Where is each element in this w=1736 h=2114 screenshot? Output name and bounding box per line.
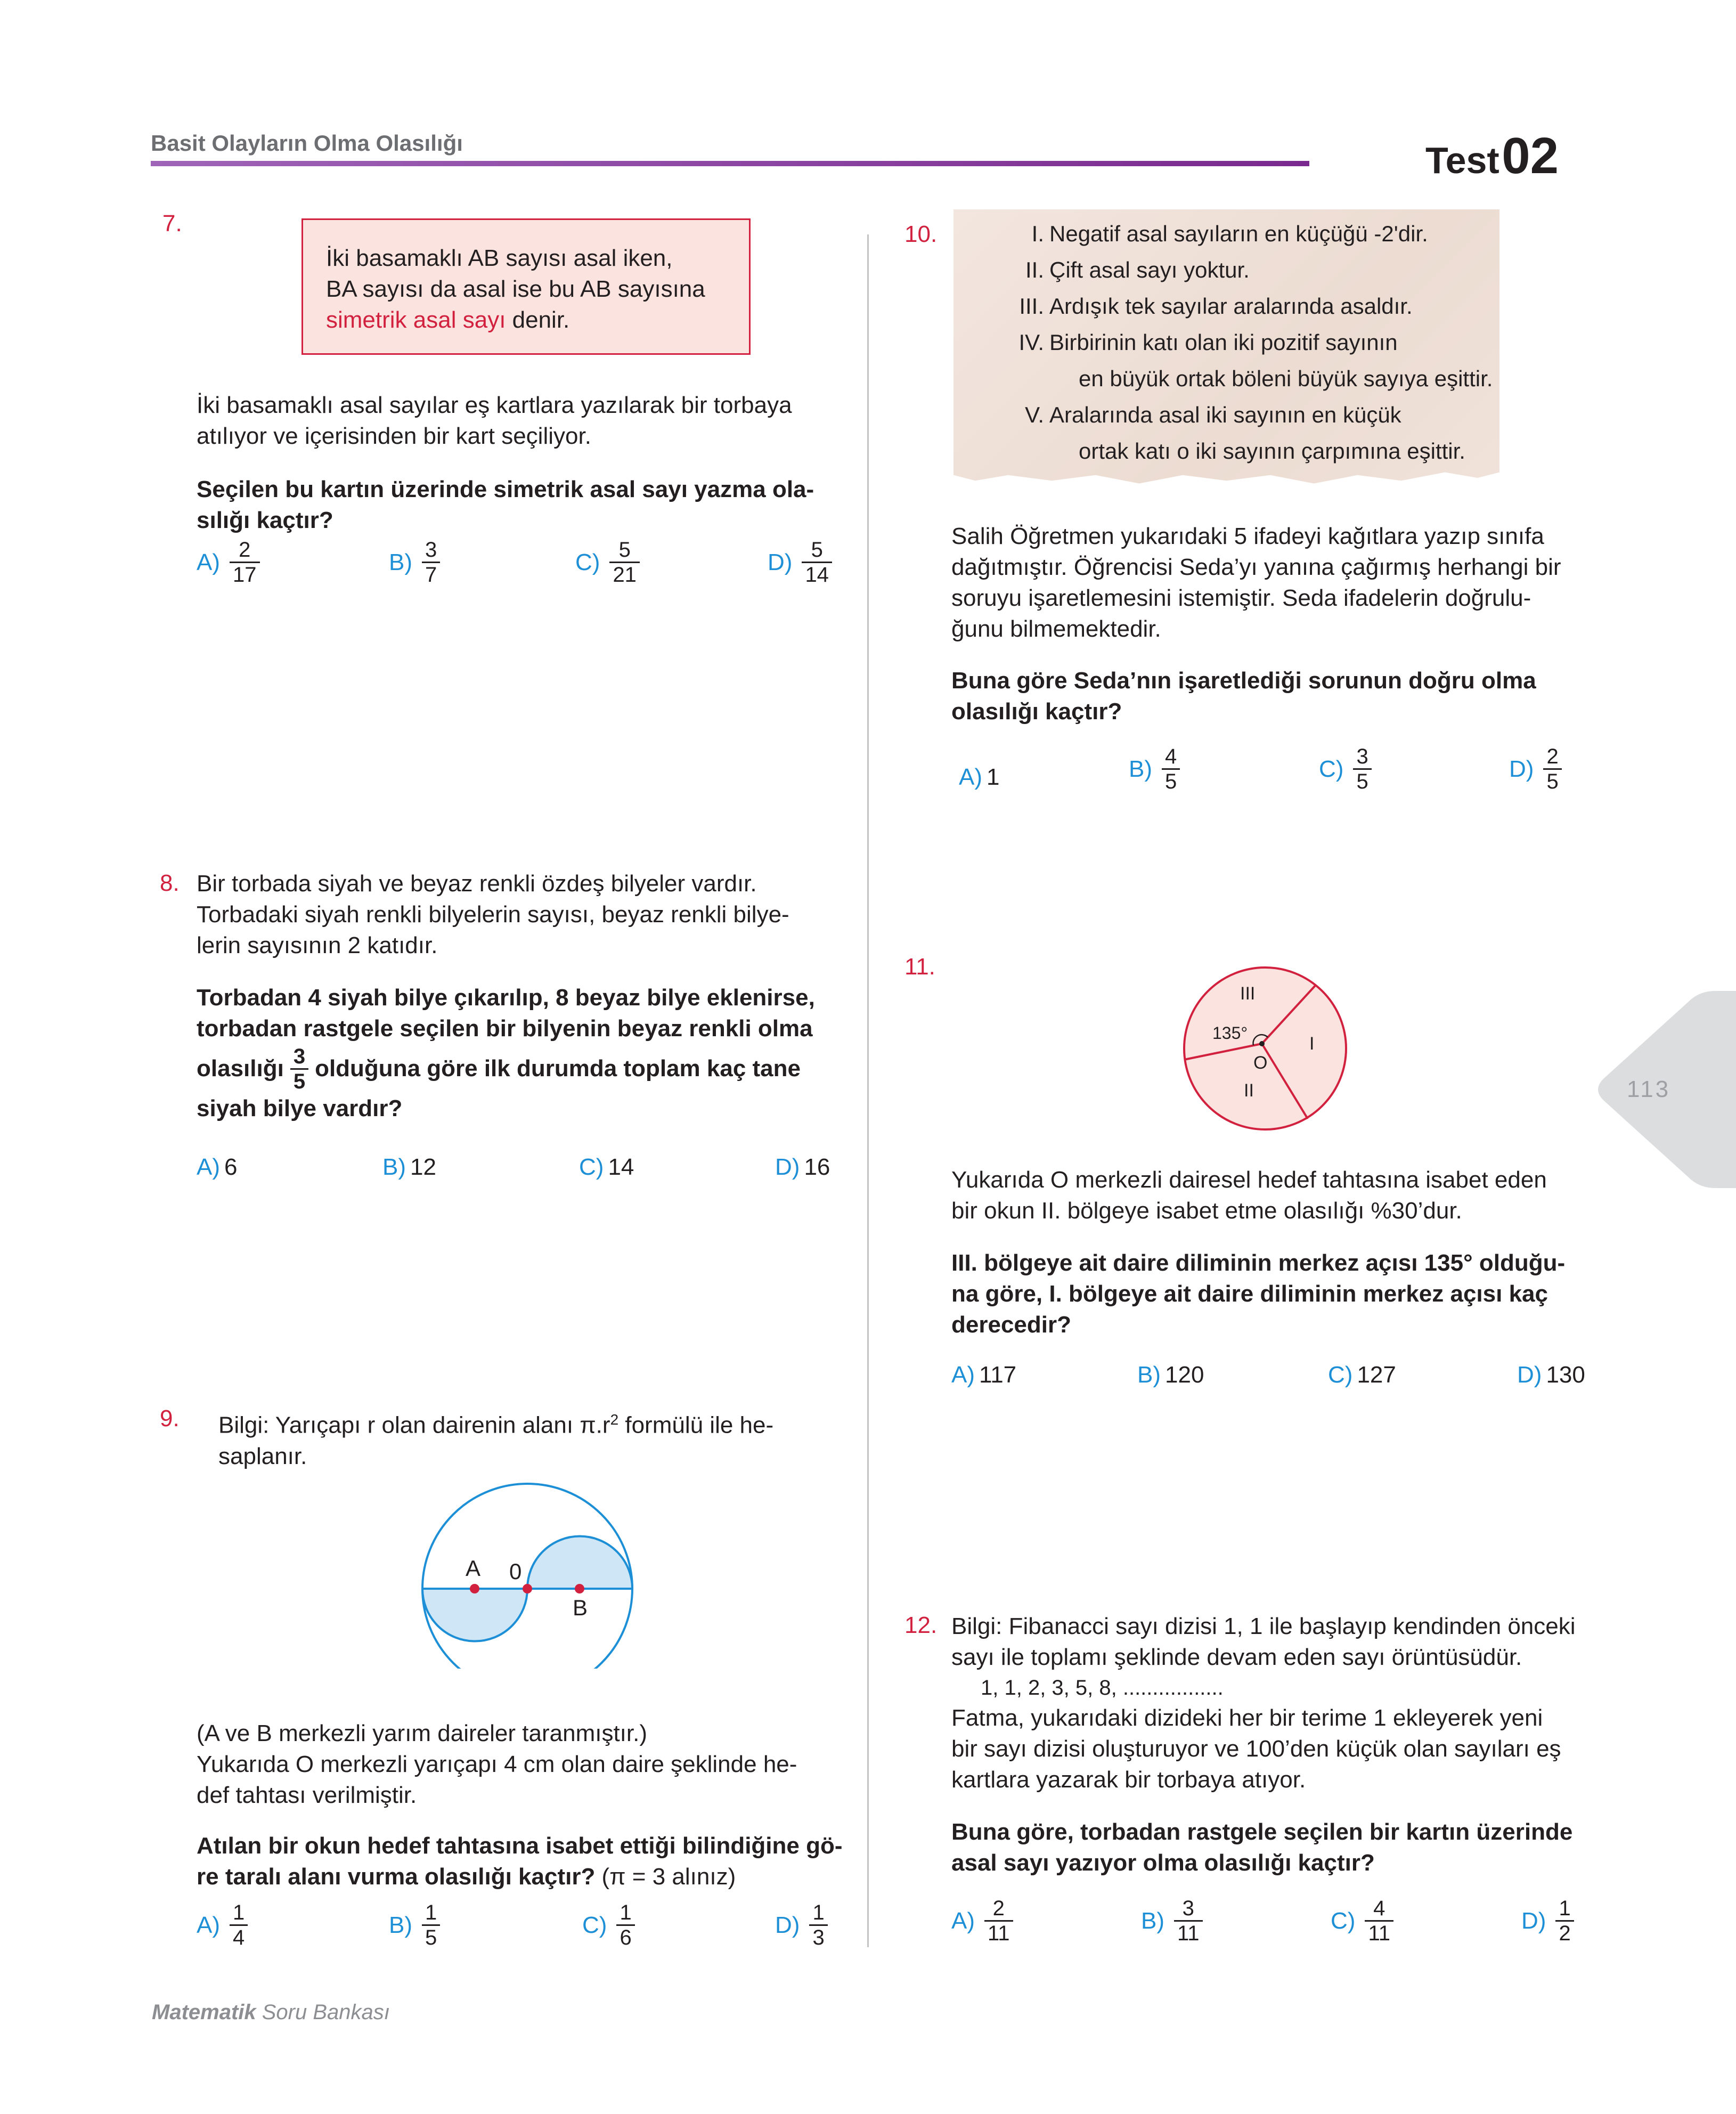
statement-roman: II.	[1025, 257, 1044, 282]
numerator: 4	[1165, 745, 1177, 768]
test-label: Test	[1425, 140, 1499, 181]
q10-question-line2: olasılığı kaçtır?	[951, 698, 1122, 725]
label-o: 0	[509, 1559, 522, 1584]
denominator: 2	[1555, 1920, 1574, 1945]
q7-option-d[interactable]	[768, 538, 832, 587]
shaded-half-disc-b	[527, 1536, 632, 1589]
fraction	[1174, 1897, 1203, 1945]
q11-number: 11.	[904, 954, 935, 980]
q7-option-b[interactable]	[389, 538, 440, 587]
q8-fraction	[290, 1045, 308, 1093]
option-label: D)	[768, 549, 793, 575]
statement-text: Negatif asal sayıların en küçüğü -2'dir.	[1049, 221, 1428, 246]
column-divider	[867, 234, 869, 1947]
q9-question-note: (π = 3 alınız)	[595, 1864, 736, 1890]
q10-statement	[1001, 288, 1493, 324]
q12-question-line2: asal sayı yazıyor olma olasılığı kaçtır?	[951, 1850, 1375, 1876]
angle-label: 135°	[1212, 1023, 1248, 1043]
q12-body2-line3: kartlara yazarak bir torbaya atıyor.	[951, 1767, 1306, 1793]
numerator: 1	[1559, 1897, 1571, 1920]
option-label: A)	[197, 1912, 220, 1938]
option-label: A)	[951, 1907, 975, 1934]
numerator: 1	[620, 1901, 632, 1924]
numerator: 1	[233, 1901, 245, 1924]
page-number: 113	[1627, 1076, 1671, 1102]
option-label: B)	[1141, 1907, 1164, 1934]
q10-body-line4: ğunu bilmemektedir.	[951, 616, 1161, 642]
fraction	[809, 1901, 827, 1949]
q9-body-line3: def tahtası verilmiştir.	[197, 1782, 417, 1808]
option-value: 1	[987, 764, 1000, 790]
denominator: 11	[1174, 1920, 1203, 1945]
q7-info-line1: İki basamaklı AB sayısı asal iken,	[326, 245, 673, 271]
q10-statement	[1001, 324, 1493, 361]
q11-option-a[interactable]	[951, 1362, 1016, 1388]
q7-info-highlight: simetrik asal sayı	[326, 307, 506, 333]
q9-info-line2: saplanır.	[218, 1443, 307, 1469]
q12-option-a[interactable]	[951, 1897, 1013, 1945]
q8-question-l3a: olasılığı	[197, 1055, 284, 1082]
q8-question-line1: Torbadan 4 siyah bilye çıkarılıp, 8 beyaz bilye eklenirse,	[197, 985, 815, 1011]
q7-info-tail: denir.	[506, 307, 570, 333]
numerator: 3	[1182, 1897, 1194, 1920]
q7-body	[197, 390, 792, 452]
label-a: A	[466, 1556, 481, 1581]
option-label: A)	[951, 1362, 975, 1388]
q11-question-line1: III. bölgeye ait daire diliminin merkez açısı 135° olduğu-	[951, 1250, 1566, 1276]
q9-body	[197, 1718, 797, 1811]
q7-question-line2: sılığı kaçtır?	[197, 507, 333, 533]
test-title	[1425, 127, 1559, 185]
q9-target-figure	[415, 1477, 639, 1669]
fraction	[984, 1897, 1013, 1945]
option-value: 127	[1357, 1362, 1396, 1388]
q8-question-l3b: olduğuna göre ilk durumda toplam kaç tane	[315, 1055, 801, 1082]
q12-option-c[interactable]	[1331, 1897, 1393, 1945]
numerator: 4	[1373, 1897, 1385, 1920]
fraction	[422, 1901, 440, 1949]
numerator: 3	[425, 538, 437, 562]
q10-number: 10.	[904, 221, 938, 247]
denominator: 17	[230, 562, 260, 587]
option-label: C)	[1331, 1907, 1356, 1934]
q10-option-d[interactable]	[1509, 745, 1562, 793]
q8-body-line3: lerin sayısının 2 katıdır.	[197, 932, 438, 958]
q9-body-line2: Yukarıda O merkezli yarıçapı 4 cm olan daire şeklinde he-	[197, 1751, 797, 1777]
denominator: 14	[802, 562, 832, 587]
q8-question-line3	[197, 1044, 815, 1093]
numerator: 3	[293, 1044, 306, 1068]
q11-option-b[interactable]	[1137, 1362, 1204, 1388]
point-o	[523, 1584, 532, 1593]
statement-text: en büyük ortak böleni büyük sayıya eşittir.	[1079, 366, 1493, 391]
q12-number: 12.	[904, 1612, 938, 1638]
statement-text: Çift asal sayı yoktur.	[1049, 257, 1250, 282]
q7-question-line1: Seçilen bu kartın üzerinde simetrik asal sayı yazma ola-	[197, 476, 814, 502]
denominator: 5	[1543, 768, 1561, 793]
q9-info-sup: 2	[610, 1411, 619, 1428]
fraction	[230, 1901, 248, 1949]
q11-target-figure	[1177, 963, 1353, 1134]
fraction	[1353, 745, 1371, 793]
q9-info-l1b: formülü ile he-	[618, 1412, 774, 1438]
denominator: 5	[1162, 768, 1180, 793]
q7-body-line2: atılıyor ve içerisinden bir kart seçiliyor.	[197, 423, 591, 449]
q10-option-a[interactable]	[959, 764, 999, 791]
q8-body-line1: Bir torbada siyah ve beyaz renkli özdeş bilyeler vardır.	[197, 871, 757, 897]
q8-option-a[interactable]	[197, 1154, 237, 1181]
option-label: C)	[575, 549, 600, 575]
q12-body-line2: sayı ile toplamı şeklinde devam eden sayı örüntüsüdür.	[951, 1644, 1522, 1670]
q10-statement	[1001, 361, 1493, 397]
q7-option-a[interactable]	[197, 538, 260, 587]
statement-roman: V.	[1025, 402, 1044, 427]
option-label: D)	[775, 1912, 800, 1938]
q10-option-c[interactable]	[1319, 745, 1372, 793]
q10-body-line2: dağıtmıştır. Öğrencisi Seda’yı yanına çağırmış herhangi bir	[951, 554, 1561, 580]
option-label: B)	[1129, 755, 1152, 782]
option-value: 14	[608, 1154, 634, 1180]
denominator: 11	[1365, 1920, 1393, 1945]
denominator: 5	[290, 1068, 308, 1093]
fraction	[609, 538, 640, 587]
numerator: 1	[425, 1901, 437, 1924]
denominator: 3	[809, 1924, 827, 1949]
option-value: 6	[224, 1154, 238, 1180]
numerator: 5	[811, 538, 823, 562]
region-i-label: I	[1309, 1034, 1315, 1054]
q12-option-b[interactable]	[1141, 1897, 1203, 1945]
point-b	[575, 1584, 584, 1593]
q7-body-line1: İki basamaklı asal sayılar eş kartlara yazılarak bir torbaya	[197, 392, 792, 418]
q12-body2-line1: Fatma, yukarıdaki dizideki her bir terime 1 ekleyerek yeni	[951, 1705, 1543, 1731]
denominator: 11	[984, 1920, 1013, 1945]
region-iii-label: III	[1240, 983, 1256, 1004]
fraction	[1162, 745, 1180, 793]
q10-paper-lines	[1001, 216, 1493, 469]
fraction	[616, 1901, 634, 1949]
q10-statement	[1001, 433, 1493, 469]
footer-brand-name: Matematik	[152, 2001, 256, 2024]
q8-body-line2: Torbadaki siyah renkli bilyelerin sayısı, beyaz renkli bilye-	[197, 901, 789, 928]
numerator: 2	[992, 1897, 1005, 1920]
q8-question-line2: torbadan rastgele seçilen bir bilyenin beyaz renkli olma	[197, 1015, 813, 1042]
q12-body-line1: Bilgi: Fibanacci sayı dizisi 1, 1 ile başlayıp kendinden önceki	[951, 1613, 1576, 1639]
option-label: B)	[1137, 1362, 1161, 1388]
center-point	[1259, 1041, 1265, 1046]
numerator: 3	[1356, 745, 1368, 768]
option-label: B)	[389, 549, 412, 575]
footer-brand	[152, 2001, 390, 2024]
option-label: B)	[389, 1912, 412, 1938]
footer-brand-subtitle: Soru Bankası	[262, 2001, 390, 2024]
q12-option-d[interactable]	[1521, 1897, 1574, 1945]
test-number: 02	[1502, 127, 1559, 184]
q9-info	[218, 1404, 773, 1472]
option-value: 120	[1165, 1362, 1204, 1388]
q8-option-c[interactable]	[579, 1154, 634, 1181]
q8-option-d[interactable]	[775, 1154, 830, 1181]
statement-text: Ardışık tek sayılar aralarında asaldır.	[1049, 294, 1413, 319]
q9-info-line1	[218, 1404, 773, 1441]
q8-question-line4: siyah bilye vardır?	[197, 1095, 403, 1121]
q8-number: 8.	[160, 870, 180, 896]
q7-info-line2: BA sayısı da asal ise bu AB sayısına	[326, 276, 705, 302]
numerator: 1	[812, 1901, 825, 1924]
shaded-half-disc-a	[422, 1589, 527, 1641]
q9-question-l2: re taralı alanı vurma olasılığı kaçtır?	[197, 1864, 596, 1890]
q10-statement	[1001, 252, 1493, 288]
fraction	[1543, 745, 1561, 793]
option-label: A)	[959, 764, 982, 790]
q11-body-line2: bir okun II. bölgeye isabet etme olasılığı %30’dur.	[951, 1198, 1462, 1224]
q9-option-a[interactable]	[197, 1901, 248, 1949]
option-label: C)	[582, 1912, 607, 1938]
q9-body-line1: (A ve B merkezli yarım daireler taranmıştır.)	[197, 1720, 647, 1746]
q7-number: 7.	[162, 210, 182, 237]
q11-question-line2: na göre, I. bölgeye ait daire diliminin merkez açısı kaç	[951, 1281, 1548, 1307]
q10-body	[951, 521, 1561, 645]
option-label: D)	[1521, 1907, 1546, 1934]
q9-option-d[interactable]	[775, 1901, 828, 1949]
q8-question	[197, 982, 815, 1124]
q7-info-line3	[326, 305, 749, 336]
option-label: A)	[197, 549, 220, 575]
q12-question-line1: Buna göre, torbadan rastgele seçilen bir kartın üzerinde	[951, 1819, 1573, 1845]
q11-question-line3: derecedir?	[951, 1312, 1071, 1338]
statement-roman	[1001, 361, 1044, 397]
q9-option-c[interactable]	[582, 1901, 635, 1949]
point-a	[470, 1584, 479, 1593]
statement-roman: I.	[1031, 221, 1044, 246]
q7-question	[197, 474, 814, 536]
q9-option-b[interactable]	[389, 1901, 440, 1949]
q10-option-b[interactable]	[1129, 745, 1180, 793]
q12-question	[951, 1817, 1572, 1879]
q11-body	[951, 1165, 1547, 1226]
statement-text: Birbirinin katı olan iki pozitif sayının	[1049, 330, 1398, 355]
fraction	[1365, 1897, 1393, 1945]
fraction	[422, 538, 440, 587]
region-ii-label: II	[1244, 1080, 1254, 1101]
option-label: B)	[382, 1154, 406, 1180]
q9-question-line2	[197, 1861, 843, 1892]
q11-question	[951, 1248, 1565, 1340]
q12-sequence: 1, 1, 2, 3, 5, 8, .................	[981, 1676, 1224, 1700]
q10-body-line1: Salih Öğretmen yukarıdaki 5 ifadeyi kağıtlara yazıp sınıfa	[951, 523, 1544, 549]
q10-question	[951, 665, 1536, 727]
option-label: A)	[197, 1154, 220, 1180]
q10-body-line3: soruyu işaretlemesini istemiştir. Seda ifadelerin doğrulu-	[951, 585, 1531, 611]
denominator: 5	[422, 1924, 440, 1949]
q8-body	[197, 868, 789, 961]
statement-roman: III.	[1019, 294, 1044, 319]
q11-body-line1: Yukarıda O merkezli dairesel hedef tahtasına isabet eden	[951, 1167, 1547, 1193]
q9-question	[197, 1831, 843, 1892]
fraction	[802, 538, 832, 587]
option-value: 130	[1546, 1362, 1585, 1388]
option-value: 12	[410, 1154, 436, 1180]
q11-option-c[interactable]	[1328, 1362, 1396, 1388]
q10-question-line1: Buna göre Seda’nın işaretlediği sorunun doğru olma	[951, 668, 1536, 694]
numerator: 2	[239, 538, 251, 562]
statement-text: ortak katı o iki sayının çarpımına eşittir.	[1079, 438, 1465, 464]
option-label: D)	[1509, 755, 1534, 782]
denominator: 4	[230, 1924, 248, 1949]
option-value: 117	[979, 1362, 1017, 1388]
denominator: 21	[609, 562, 640, 587]
q9-question-line1: Atılan bir okun hedef tahtasına isabet ettiği bilindiğine gö-	[197, 1833, 843, 1859]
q7-option-c[interactable]	[575, 538, 640, 587]
statement-roman	[1001, 433, 1044, 469]
statement-text: Aralarında asal iki sayının en küçük	[1049, 402, 1401, 427]
option-label: C)	[1319, 755, 1344, 782]
q9-number: 9.	[160, 1405, 180, 1432]
center-label: O	[1253, 1053, 1268, 1073]
fraction	[230, 538, 260, 587]
numerator: 5	[618, 538, 631, 562]
q8-option-b[interactable]	[382, 1154, 436, 1181]
q10-statement	[1001, 397, 1493, 433]
denominator: 7	[422, 562, 440, 587]
q9-info-l1a: Bilgi: Yarıçapı r olan dairenin alanı π.r	[218, 1412, 610, 1438]
q7-info-box	[301, 218, 751, 355]
denominator: 6	[616, 1924, 634, 1949]
option-label: D)	[1517, 1362, 1542, 1388]
statement-roman: IV.	[1018, 330, 1044, 355]
topic-heading: Basit Olayların Olma Olasılığı	[151, 131, 463, 156]
q10-statement	[1001, 216, 1493, 252]
option-label: C)	[1328, 1362, 1353, 1388]
option-value: 16	[804, 1154, 830, 1180]
q11-option-d[interactable]	[1517, 1362, 1585, 1388]
label-b: B	[573, 1595, 588, 1620]
option-label: D)	[775, 1154, 800, 1180]
q12-body	[951, 1611, 1576, 1795]
header-rule	[151, 161, 1309, 166]
numerator: 2	[1546, 745, 1559, 768]
denominator: 5	[1353, 768, 1371, 793]
fraction	[1555, 1897, 1574, 1945]
q12-body2-line2: bir sayı dizisi oluşturuyor ve 100’den küçük olan sayıları eş	[951, 1736, 1561, 1762]
option-label: C)	[579, 1154, 604, 1180]
